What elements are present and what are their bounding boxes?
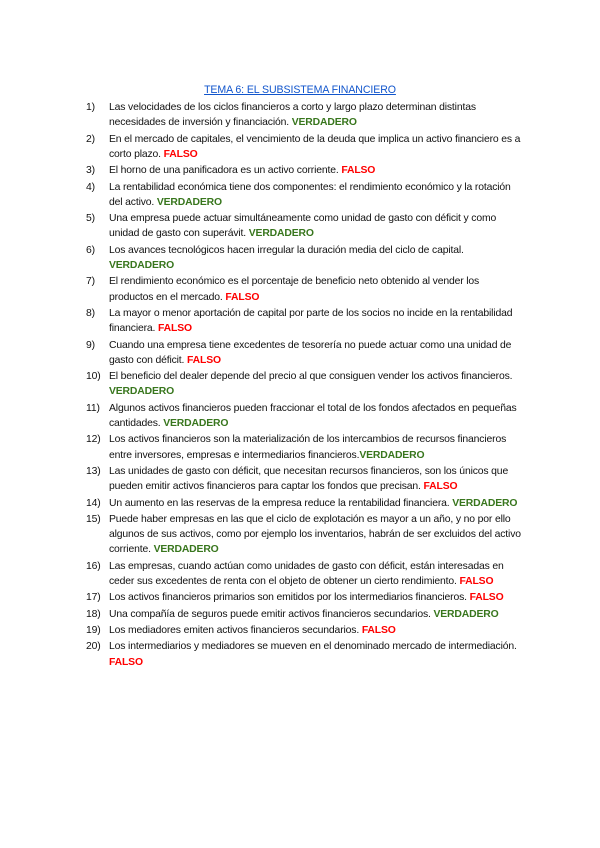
answer-label: FALSO bbox=[469, 592, 504, 604]
question-text: El horno de una panificadora es un activo corriente. bbox=[109, 165, 342, 177]
answer-label: FALSO bbox=[187, 354, 221, 366]
question-text: Los intermediarios y mediadores se mueven en el denominado mercado de intermediación. bbox=[109, 641, 517, 653]
answer-label: FALSO bbox=[225, 291, 260, 303]
list-item bbox=[86, 401, 526, 431]
page-title: TEMA 6: EL SUBSISTEMA FINANCIERO bbox=[204, 84, 396, 96]
answer-label: FALSO bbox=[423, 481, 458, 493]
question-number: 18) bbox=[86, 608, 101, 620]
question-text: Las empresas, cuando actúan como unidades de gasto con déficit, están interesadas en ceder sus excedentes de renta con el objeto de obtener un cierto rendimiento. bbox=[109, 560, 504, 587]
question-text: Los activos financieros son la materialización de los intercambios de recursos financieros entre inversores, empresas e intermediarios financieros. bbox=[109, 434, 507, 461]
list-item bbox=[86, 639, 526, 669]
question-number: 12) bbox=[86, 434, 101, 446]
answer-label: VERDADERO bbox=[248, 228, 314, 240]
list-item bbox=[86, 512, 526, 558]
question-number: 9) bbox=[86, 339, 95, 351]
question-number: 6) bbox=[86, 244, 95, 256]
question-number: 10) bbox=[86, 371, 101, 383]
question-number: 15) bbox=[86, 513, 101, 525]
question-text: La mayor o menor aportación de capital por parte de los socios no incide en la rentabilidad financiera. bbox=[109, 307, 513, 335]
answer-label: FALSO bbox=[158, 323, 192, 335]
answer-label: VERDADERO bbox=[109, 259, 175, 271]
list-item bbox=[86, 180, 526, 210]
question-text: La rentabilidad económica tiene dos componentes: el rendimiento económico y la rotación del activo. bbox=[109, 181, 511, 208]
list-item bbox=[86, 132, 526, 162]
list-item bbox=[86, 607, 526, 622]
question-number: 14) bbox=[86, 497, 101, 509]
question-text: Las velocidades de los ciclos financieros a corto y largo plazo determinan distintas necesidades de inversión y financiación. bbox=[109, 102, 476, 129]
question-text: En el mercado de capitales, el vencimiento de la deuda que implica un activo financiero es a corto plazo. bbox=[109, 133, 521, 160]
question-text: Una empresa puede actuar simultáneamente como unidad de gasto con déficit y como unidad de gasto con superávit. bbox=[109, 213, 497, 240]
answer-label: FALSO bbox=[361, 625, 396, 637]
question-number: 7) bbox=[86, 276, 95, 288]
answer-label: FALSO bbox=[163, 148, 198, 160]
question-text: Un aumento en las reservas de la empresa reduce la rentabilidad financiera. bbox=[109, 497, 453, 509]
question-text: Puede haber empresas en las que el ciclo de explotación es mayor a un año, y no por ello algunos de sus activos, como por ejemplo los inventarios, habrán de ser excluidos del activo corriente. bbox=[109, 513, 521, 556]
answer-label: FALSO bbox=[459, 575, 494, 587]
list-item bbox=[86, 590, 526, 605]
list-item bbox=[86, 100, 526, 130]
list-item bbox=[86, 623, 526, 638]
question-number: 2) bbox=[86, 133, 95, 145]
list-item bbox=[86, 211, 526, 241]
question-number: 17) bbox=[86, 592, 101, 604]
question-text: Los mediadores emiten activos financieros secundarios. bbox=[109, 625, 362, 637]
question-text: Los avances tecnológicos hacen irregular la duración media del ciclo de capital. bbox=[109, 244, 464, 256]
list-item bbox=[86, 559, 526, 589]
question-number: 11) bbox=[86, 402, 100, 414]
list-item bbox=[86, 369, 526, 399]
list-item bbox=[86, 338, 526, 368]
answer-label: VERDADERO bbox=[433, 608, 499, 620]
answer-label: VERDADERO bbox=[452, 497, 518, 509]
question-text: Una compañía de seguros puede emitir activos financieros secundarios. bbox=[109, 608, 434, 620]
question-list bbox=[86, 100, 526, 671]
answer-label: VERDADERO bbox=[153, 544, 219, 556]
question-text: Las unidades de gasto con déficit, que necesitan recursos financieros, son los únicos que pueden emitir activos financieros para captar los fondos que precisan. bbox=[109, 465, 509, 493]
list-item bbox=[86, 496, 526, 511]
list-item bbox=[86, 274, 526, 304]
question-text: El rendimiento económico es el porcentaje de beneficio neto obtenido al vender los productos en el mercado. bbox=[109, 276, 480, 303]
question-text: El beneficio del dealer depende del precio al que consiguen vender los activos financieros. bbox=[109, 371, 513, 383]
question-number: 20) bbox=[86, 641, 101, 653]
answer-label: FALSO bbox=[341, 165, 376, 177]
answer-label: VERDADERO bbox=[359, 449, 425, 461]
answer-label: VERDADERO bbox=[163, 417, 229, 429]
question-number: 3) bbox=[86, 165, 95, 177]
list-item bbox=[86, 243, 526, 273]
list-item bbox=[86, 464, 526, 494]
question-text: Cuando una empresa tiene excedentes de tesorería no puede actuar como una unidad de gasto con déficit. bbox=[109, 339, 512, 366]
question-number: 13) bbox=[86, 465, 101, 477]
question-number: 16) bbox=[86, 560, 101, 572]
answer-label: FALSO bbox=[109, 656, 143, 668]
question-text: Algunos activos financieros pueden fraccionar el total de los fondos afectados en pequeñas cantidades. bbox=[109, 402, 517, 429]
list-item bbox=[86, 432, 526, 462]
answer-label: VERDADERO bbox=[109, 386, 175, 398]
list-item bbox=[86, 163, 526, 178]
answer-label: VERDADERO bbox=[291, 117, 357, 129]
question-number: 4) bbox=[86, 181, 95, 193]
question-number: 8) bbox=[86, 307, 95, 319]
question-number: 19) bbox=[86, 625, 101, 637]
answer-label: VERDADERO bbox=[156, 196, 222, 208]
list-item bbox=[86, 306, 526, 336]
question-text: Los activos financieros primarios son emitidos por los intermediarios financieros. bbox=[109, 592, 470, 604]
question-number: 1) bbox=[86, 102, 95, 113]
question-number: 5) bbox=[86, 213, 95, 225]
